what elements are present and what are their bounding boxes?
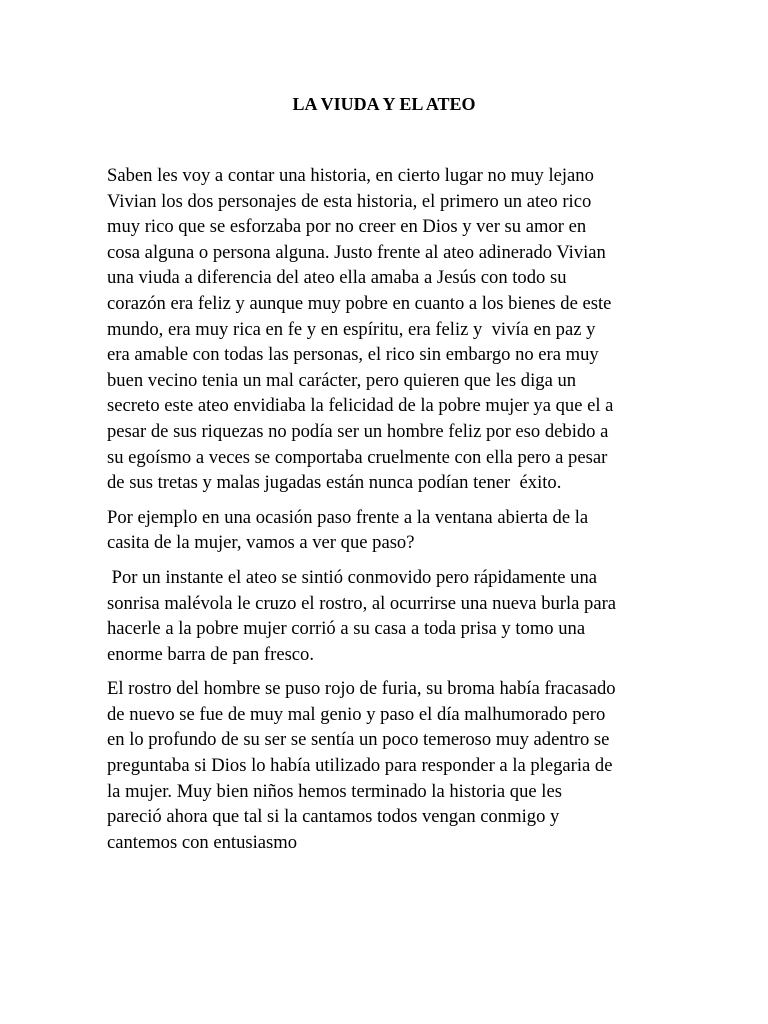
paragraph-3 bbox=[107, 565, 667, 667]
text-line: era amable con todas las personas, el rico sin embargo no era muy bbox=[107, 344, 599, 366]
text-line: Por ejemplo en una ocasión paso frente a la ventana abierta de la bbox=[107, 506, 589, 528]
text-line: El rostro del hombre se puso rojo de furia, su broma había fracasado bbox=[107, 678, 616, 700]
text-line: mundo, era muy rica en fe y en espíritu, era feliz y vivía en paz y bbox=[107, 318, 596, 340]
text-line: su egoísmo a veces se comportaba cruelmente con ella pero a pesar bbox=[107, 446, 608, 468]
text-line: Saben les voy a contar una historia, en cierto lugar no muy lejano bbox=[107, 165, 594, 186]
text-line: Vivian los dos personajes de esta historia, el primero un ateo rico bbox=[107, 190, 592, 212]
text-line: buen vecino tenia un mal carácter, pero quieren que les diga un bbox=[107, 369, 577, 391]
text-line: preguntaba si Dios lo había utilizado para responder a la plegaria de bbox=[107, 755, 613, 777]
text-line: de nuevo se fue de muy mal genio y paso el día malhumorado pero bbox=[107, 703, 606, 725]
paragraph-1 bbox=[107, 163, 667, 496]
text-line: la mujer. Muy bien niños hemos terminado la historia que les bbox=[107, 780, 562, 802]
paragraph-2 bbox=[107, 505, 667, 556]
document-title: LA VIUDA Y EL ATEO bbox=[292, 94, 476, 114]
text-line: de sus tretas y malas jugadas están nunca podían tener éxito. bbox=[107, 472, 562, 494]
text-line: muy rico que se esforzaba por no creer en Dios y ver su amor en bbox=[107, 216, 587, 238]
text-line: pareció ahora que tal si la cantamos todos vengan conmigo y bbox=[107, 806, 560, 828]
text-line: secreto este ateo envidiaba la felicidad de la pobre mujer ya que el a bbox=[107, 395, 614, 417]
text-line: hacerle a la pobre mujer corrió a su casa a toda prisa y tomo una bbox=[107, 618, 586, 640]
text-line: una viuda a diferencia del ateo ella amaba a Jesús con todo su bbox=[107, 267, 567, 289]
text-line: sonrisa malévola le cruzo el rostro, al ocurrirse una nueva burla para bbox=[107, 592, 617, 614]
text-line: cosa alguna o persona alguna. Justo frente al ateo adinerado Vivian bbox=[107, 241, 606, 263]
document-body bbox=[107, 163, 667, 864]
text-line: pesar de sus riquezas no podía ser un hombre feliz por eso debido a bbox=[107, 420, 609, 442]
text-line: en lo profundo de su ser se sentía un poco temeroso muy adentro se bbox=[107, 729, 610, 751]
text-line: cantemos con entusiasmo bbox=[107, 831, 298, 853]
text-line: casita de la mujer, vamos a ver que paso? bbox=[107, 532, 415, 554]
text-line: enorme barra de pan fresco. bbox=[107, 643, 315, 665]
text-line: Por un instante el ateo se sintió conmovido pero rápidamente una bbox=[107, 566, 598, 588]
text-line: corazón era feliz y aunque muy pobre en cuanto a los bienes de este bbox=[107, 292, 612, 314]
paragraph-4 bbox=[107, 676, 667, 855]
